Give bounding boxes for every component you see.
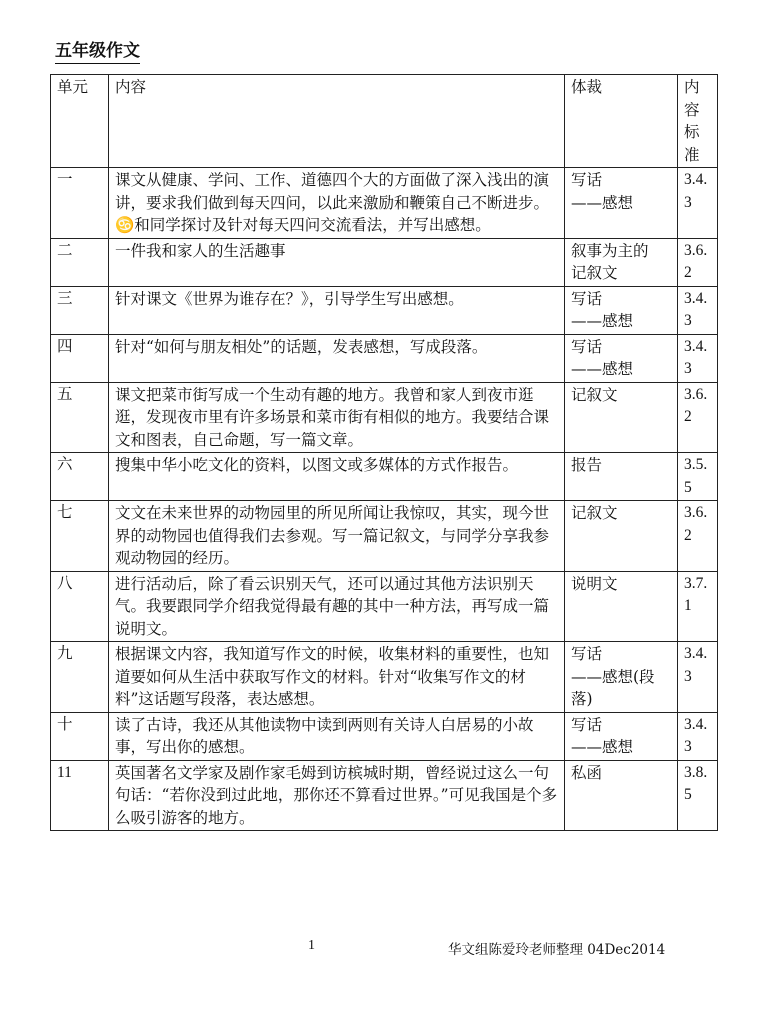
composition-table [50, 74, 718, 831]
content-cell: 英国著名文学家及剧作家毛姆到访槟城时期，曾经说过这么一句句话：“若你没到过此地，那你还不算看过世界。”可见我国是个多么吸引游客的地方。 [109, 760, 565, 831]
unit-cell: 九 [51, 642, 109, 713]
table-row [51, 238, 718, 286]
content-cell: 读了古诗，我还从其他读物中读到两则有关诗人白居易的小故事，写出你的感想。 [109, 712, 565, 760]
table-row [51, 168, 718, 239]
unit-cell: 11 [51, 760, 109, 831]
unit-cell: 四 [51, 334, 109, 382]
genre-cell: 写话 ——感想 [565, 168, 678, 239]
table-header-row [51, 75, 718, 168]
unit-cell: 三 [51, 286, 109, 334]
content-cell: 进行活动后，除了看云识别天气，还可以通过其他方法识别天气。我要跟同学介绍我觉得最有趣的其中一种方法，再写成一篇说明文。 [109, 571, 565, 642]
content-cell: 针对“如何与朋友相处”的话题，发表感想，写成段落。 [109, 334, 565, 382]
standard-cell: 3.5.5 [678, 453, 718, 501]
content-cell: 课文从健康、学问、工作、道德四个大的方面做了深入浅出的演讲，要求我们做到每天四问，以此来激励和鞭策自己不断进步。 ♋和同学探讨及针对每天四问交流看法，并写出感想。 [109, 168, 565, 239]
genre-cell: 写话 ——感想 [565, 286, 678, 334]
content-cell: 文文在未来世界的动物园里的所见所闻让我惊叹，其实，现今世界的动物园也值得我们去参观。写一篇记叙文，与同学分享我参观动物园的经历。 [109, 501, 565, 572]
unit-cell: 一 [51, 168, 109, 239]
table-row [51, 334, 718, 382]
genre-cell: 报告 [565, 453, 678, 501]
header-genre: 体裁 [565, 75, 678, 168]
standard-cell: 3.7.1 [678, 571, 718, 642]
header-content: 内容 [109, 75, 565, 168]
standard-cell: 3.4.3 [678, 286, 718, 334]
genre-cell: 叙事为主的 记叙文 [565, 238, 678, 286]
standard-cell: 3.6.2 [678, 382, 718, 453]
content-cell: 搜集中华小吃文化的资料，以图文或多媒体的方式作报告。 [109, 453, 565, 501]
standard-cell: 3.4.3 [678, 642, 718, 713]
genre-cell: 写话 ——感想 [565, 712, 678, 760]
content-cell: 针对课文《世界为谁存在？》，引导学生写出感想。 [109, 286, 565, 334]
standard-cell: 3.8.5 [678, 760, 718, 831]
unit-cell: 六 [51, 453, 109, 501]
genre-cell: 说明文 [565, 571, 678, 642]
table-row [51, 760, 718, 831]
standard-cell: 3.6.2 [678, 238, 718, 286]
genre-cell: 记叙文 [565, 382, 678, 453]
table-row [51, 501, 718, 572]
footer-note: 华文组陈爱玲老师整理 04Dec2014 [448, 942, 666, 958]
unit-cell: 七 [51, 501, 109, 572]
standard-cell: 3.4.3 [678, 334, 718, 382]
standard-cell: 3.4.3 [678, 168, 718, 239]
unit-cell: 五 [51, 382, 109, 453]
table-row [51, 286, 718, 334]
genre-cell: 私函 [565, 760, 678, 831]
content-cell: 课文把菜市街写成一个生动有趣的地方。我曾和家人到夜市逛逛，发现夜市里有许多场景和菜市街有相似的地方。我要结合课文和图表，自己命题，写一篇文章。 [109, 382, 565, 453]
genre-cell: 记叙文 [565, 501, 678, 572]
content-cell: 一件我和家人的生活趣事 [109, 238, 565, 286]
genre-cell: 写话 ——感想(段落) [565, 642, 678, 713]
unit-cell: 十 [51, 712, 109, 760]
unit-cell: 八 [51, 571, 109, 642]
table-row [51, 453, 718, 501]
table-row [51, 571, 718, 642]
table-row [51, 382, 718, 453]
header-unit: 单元 [51, 75, 109, 168]
genre-cell: 写话 ——感想 [565, 334, 678, 382]
unit-cell: 二 [51, 238, 109, 286]
content-cell: 根据课文内容，我知道写作文的时候，收集材料的重要性，也知道要如何从生活中获取写作文的材料。针对“收集写作文的材料”这话题写段落，表达感想。 [109, 642, 565, 713]
table-row [51, 712, 718, 760]
header-standard: 内容标准 [678, 75, 718, 168]
table-row [51, 642, 718, 713]
standard-cell: 3.6.2 [678, 501, 718, 572]
page-title: 五年级作文 [55, 40, 140, 64]
standard-cell: 3.4.3 [678, 712, 718, 760]
page-number: 1 [308, 938, 315, 953]
